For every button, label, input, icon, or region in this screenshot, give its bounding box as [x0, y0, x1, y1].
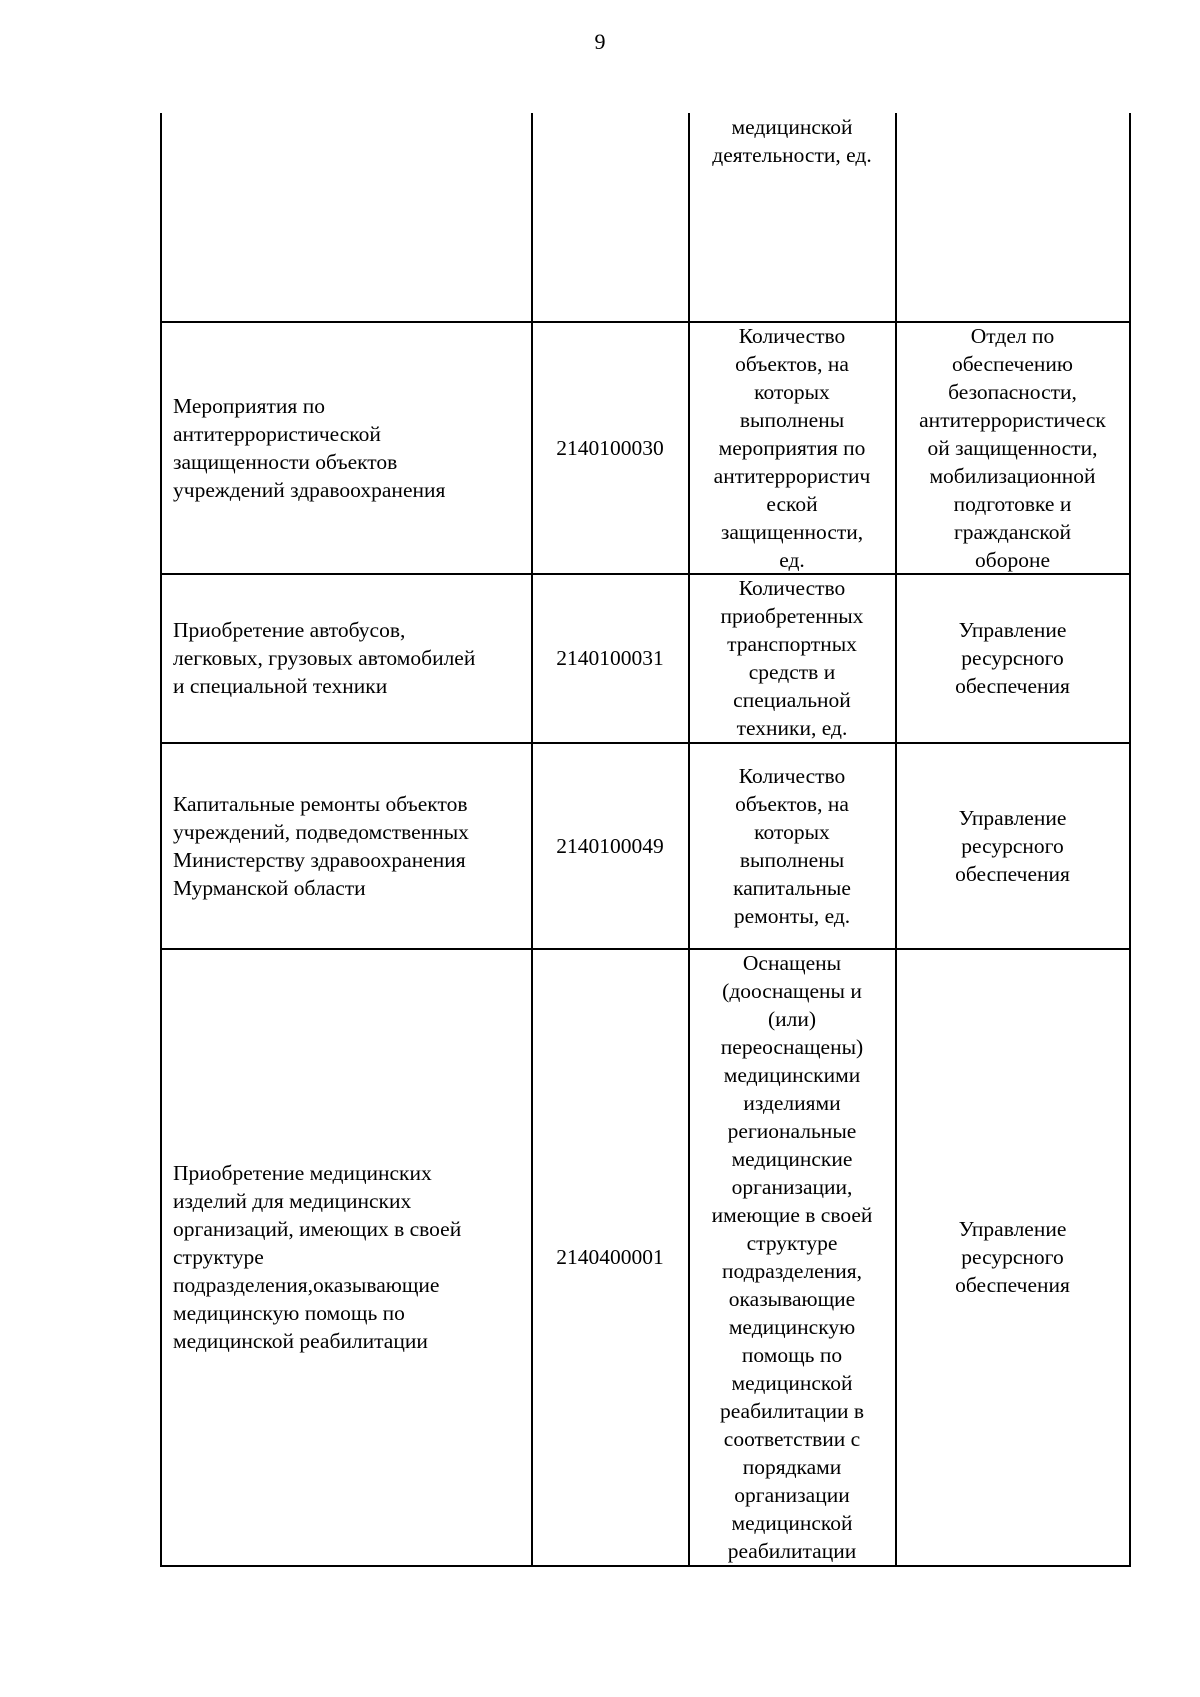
- row-3-name-cell: [161, 743, 531, 948]
- table-border-right: [1129, 113, 1131, 1567]
- row-2-responsible-cell: [896, 574, 1129, 742]
- row-4-indicator-cell: [689, 949, 895, 1565]
- row-3-indicator: Количество объектов, на которых выполнены капитальные ремонты, ед.: [733, 763, 851, 928]
- row-2-code-cell: [532, 574, 688, 742]
- row-4-indicator: Оснащены (дооснащены и (или) переоснащены) медицинскими изделиями региональные медицинские организации, имеющие в своей структуре подразделения, оказывающие медицинскую помощь по медицинской реабилитации в соответствии с порядками организации медицинской реабилитации: [711, 951, 873, 1563]
- row-0-responsible-cell: [896, 113, 1129, 321]
- row-1-indicator: Количество объектов, на которых выполнены мероприятия по антитеррористич еской защищенности, ед.: [713, 323, 871, 572]
- row-3-responsible-cell: [896, 743, 1129, 948]
- row-3-indicator-cell: [689, 743, 895, 948]
- row-1-indicator-cell: [689, 322, 895, 573]
- row-2-responsible: Управление ресурсного обеспечения: [955, 618, 1070, 698]
- row-2-indicator: Количество приобретенных транспортных средств и специальной техники, ед.: [720, 576, 864, 740]
- row-0-name-cell: [161, 113, 531, 321]
- row-0-indicator-cell: [689, 113, 895, 321]
- row-4-code-cell: [532, 949, 688, 1565]
- row-1-code: 2140100030: [556, 435, 664, 460]
- row-3-responsible: Управление ресурсного обеспечения: [955, 805, 1070, 886]
- row-4-responsible-cell: [896, 949, 1129, 1565]
- row-2-name: Приобретение автобусов, легковых, грузовых автомобилей и специальной техники: [173, 618, 476, 698]
- row-4-code: 2140400001: [556, 1245, 664, 1269]
- page-number: 9: [594, 29, 606, 54]
- row-2-code: 2140100031: [556, 646, 664, 670]
- row-1-responsible-cell: [896, 322, 1129, 573]
- row-4-name-cell: [161, 949, 531, 1565]
- row-1-name: Мероприятия по антитеррористической защищенности объектов учреждений здравоохранения: [173, 393, 446, 502]
- row-1-responsible: Отдел по обеспечению безопасности, антитеррористическ ой защищенности, мобилизационной подготовке и гражданской обороне: [919, 323, 1106, 572]
- row-4-responsible: Управление ресурсного обеспечения: [955, 1217, 1070, 1297]
- row-3-name: Капитальные ремонты объектов учреждений, подведомственных Министерству здравоохранения Мурманской области: [173, 791, 469, 900]
- row-0-indicator: медицинской деятельности, ед.: [712, 115, 872, 167]
- row-1-code-cell: [532, 322, 688, 573]
- row-2-indicator-cell: [689, 574, 895, 742]
- row-4-name: Приобретение медицинских изделий для медицинских организаций, имеющих в своей структуре подразделения,оказывающие медицинскую помощь по медицинской реабилитации: [173, 1161, 462, 1353]
- table-border-bottom: [160, 1565, 1130, 1567]
- row-1-name-cell: [161, 322, 531, 573]
- row-3-code: 2140100049: [556, 833, 664, 858]
- row-0-code-cell: [532, 113, 688, 321]
- row-2-name-cell: [161, 574, 531, 742]
- row-3-code-cell: [532, 743, 688, 948]
